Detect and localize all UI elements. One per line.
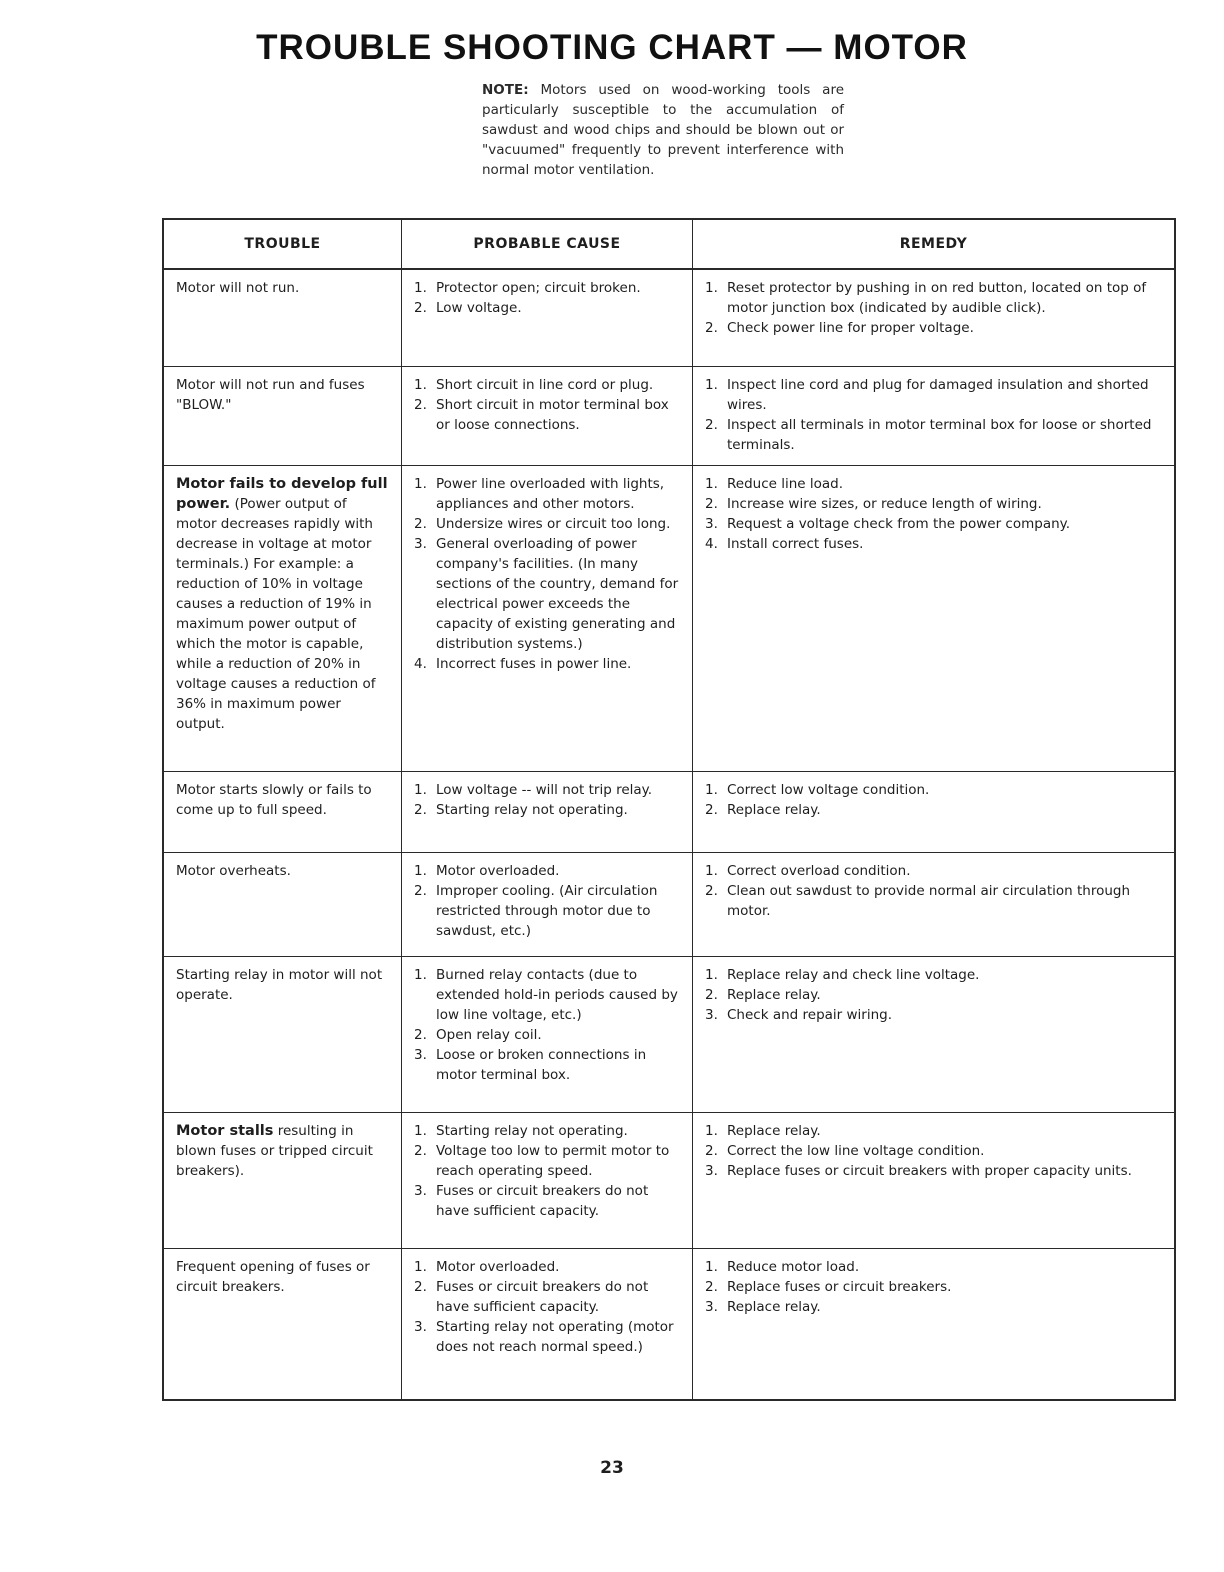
trouble-text: Motor will not run.	[176, 280, 300, 296]
cause-text: Undersize wires or circuit too long.	[436, 516, 671, 532]
table-row	[164, 1249, 1174, 1399]
trouble-text: Motor starts slowly or fails to come up to full speed.	[176, 782, 372, 818]
table-row	[164, 957, 1174, 1113]
trouble-cell	[164, 957, 402, 1112]
remedy-text: Check power line for proper voltage.	[727, 320, 974, 336]
cause-item	[414, 534, 682, 654]
remedy-cell	[693, 853, 1174, 956]
cause-text: Improper cooling. (Air circulation restricted through motor due to sawdust, etc.)	[436, 883, 658, 939]
table-row	[164, 1113, 1174, 1249]
remedy-item	[705, 1141, 1164, 1161]
remedy-list	[705, 375, 1164, 455]
cause-number: 1.	[414, 1123, 427, 1139]
remedy-text: Replace fuses or circuit breakers with proper capacity units.	[727, 1163, 1132, 1179]
remedy-text: Replace relay.	[727, 987, 821, 1003]
trouble-cell	[164, 853, 402, 956]
cause-text: Low voltage -- will not trip relay.	[436, 782, 653, 798]
remedy-text: Inspect all terminals in motor terminal box for loose or shorted terminals.	[727, 417, 1152, 453]
remedy-item	[705, 881, 1164, 921]
cause-item	[414, 1277, 682, 1317]
cause-cell	[402, 466, 693, 771]
remedy-number: 3.	[705, 1299, 718, 1315]
remedy-item	[705, 1005, 1164, 1025]
remedy-item	[705, 1257, 1164, 1277]
trouble-shooting-table	[162, 218, 1176, 1401]
remedy-number: 3.	[705, 516, 718, 532]
cause-item	[414, 1121, 682, 1141]
remedy-number: 3.	[705, 1007, 718, 1023]
cause-item	[414, 881, 682, 941]
cause-cell	[402, 853, 693, 956]
trouble-text: resulting in blown fuses or tripped circuit breakers).	[176, 1123, 373, 1179]
cause-cell	[402, 1249, 693, 1399]
cause-number: 4.	[414, 656, 427, 672]
cause-item	[414, 861, 682, 881]
page-title: TROUBLE SHOOTING CHART — MOTOR	[256, 28, 968, 67]
cause-item	[414, 298, 682, 318]
cause-text: Fuses or circuit breakers do not have sufficient capacity.	[436, 1183, 649, 1219]
remedy-list	[705, 1121, 1164, 1181]
cause-item	[414, 1025, 682, 1045]
cause-number: 3.	[414, 536, 427, 552]
trouble-text: (Power output of motor decreases rapidly with decrease in voltage at motor terminals.) For example: a reduction of 10% in voltage causes a reduction of 19% in maximum power output of which the motor is capable, while a reduction of 20% in voltage causes a reduction of 36% in maximum power output.	[176, 496, 376, 732]
cause-item	[414, 780, 682, 800]
cause-number: 1.	[414, 967, 427, 983]
cause-list	[414, 1257, 682, 1357]
remedy-number: 2.	[705, 320, 718, 336]
cause-cell	[402, 1113, 693, 1248]
remedy-number: 2.	[705, 1279, 718, 1295]
remedy-number: 2.	[705, 1143, 718, 1159]
trouble-heading: Motor stalls	[176, 1123, 274, 1139]
cause-list	[414, 278, 682, 318]
cause-text: Voltage too low to permit motor to reach operating speed.	[436, 1143, 670, 1179]
cause-number: 1.	[414, 1259, 427, 1275]
remedy-number: 1.	[705, 476, 718, 492]
cause-list	[414, 965, 682, 1085]
cause-item	[414, 1045, 682, 1085]
remedy-item	[705, 474, 1164, 494]
cause-text: Loose or broken connections in motor terminal box.	[436, 1047, 647, 1083]
remedy-item	[705, 415, 1164, 455]
remedy-text: Reduce line load.	[727, 476, 844, 492]
cause-list	[414, 780, 682, 820]
remedy-item	[705, 1297, 1164, 1317]
remedy-number: 1.	[705, 782, 718, 798]
cause-number: 3.	[414, 1047, 427, 1063]
remedy-cell	[693, 957, 1174, 1112]
cause-text: General overloading of power company's facilities. (In many sections of the country, demand for electrical power exceeds the capacity of existing generating and distribution systems.)	[436, 536, 679, 652]
cause-text: Short circuit in line cord or plug.	[436, 377, 654, 393]
remedy-list	[705, 1257, 1164, 1317]
remedy-number: 1.	[705, 280, 718, 296]
note	[482, 80, 844, 180]
note-text: Motors used on wood-working tools are particularly susceptible to the accumulation of sawdust and wood chips and should be blown out or "vacuumed" frequently to prevent interference with normal motor ventilation.	[482, 82, 844, 178]
cause-list	[414, 375, 682, 435]
cause-item	[414, 1141, 682, 1181]
header-trouble: TROUBLE	[164, 220, 402, 268]
cause-cell	[402, 772, 693, 852]
remedy-text: Increase wire sizes, or reduce length of wiring.	[727, 496, 1042, 512]
cause-item	[414, 965, 682, 1025]
remedy-number: 2.	[705, 496, 718, 512]
remedy-text: Correct low voltage condition.	[727, 782, 930, 798]
cause-text: Power line overloaded with lights, appliances and other motors.	[436, 476, 665, 512]
cause-list	[414, 1121, 682, 1221]
remedy-item	[705, 800, 1164, 820]
cause-cell	[402, 270, 693, 366]
cause-text: Open relay coil.	[436, 1027, 542, 1043]
remedy-cell	[693, 772, 1174, 852]
remedy-list	[705, 474, 1164, 554]
cause-item	[414, 1257, 682, 1277]
remedy-cell	[693, 270, 1174, 366]
cause-item	[414, 1181, 682, 1221]
header-probable-cause: PROBABLE CAUSE	[402, 220, 693, 268]
remedy-text: Replace relay.	[727, 1299, 821, 1315]
remedy-text: Clean out sawdust to provide normal air circulation through motor.	[727, 883, 1131, 919]
table-row	[164, 466, 1174, 772]
trouble-cell	[164, 772, 402, 852]
cause-cell	[402, 957, 693, 1112]
cause-item	[414, 1317, 682, 1357]
remedy-item	[705, 1161, 1164, 1181]
cause-item	[414, 514, 682, 534]
note-label: NOTE:	[482, 82, 529, 98]
cause-number: 2.	[414, 1279, 427, 1295]
cause-text: Motor overloaded.	[436, 863, 560, 879]
cause-list	[414, 474, 682, 674]
remedy-list	[705, 965, 1164, 1025]
cause-item	[414, 474, 682, 514]
trouble-cell	[164, 1249, 402, 1399]
table-row	[164, 367, 1174, 466]
remedy-item	[705, 861, 1164, 881]
remedy-text: Replace relay and check line voltage.	[727, 967, 980, 983]
trouble-cell	[164, 270, 402, 366]
cause-number: 3.	[414, 1319, 427, 1335]
remedy-text: Inspect line cord and plug for damaged insulation and shorted wires.	[727, 377, 1149, 413]
cause-item	[414, 395, 682, 435]
remedy-text: Correct the low line voltage condition.	[727, 1143, 985, 1159]
remedy-item	[705, 534, 1164, 554]
remedy-number: 2.	[705, 417, 718, 433]
remedy-item	[705, 1277, 1164, 1297]
cause-item	[414, 278, 682, 298]
remedy-item	[705, 278, 1164, 318]
remedy-number: 2.	[705, 802, 718, 818]
table-row	[164, 772, 1174, 853]
remedy-item	[705, 514, 1164, 534]
remedy-number: 2.	[705, 987, 718, 1003]
cause-text: Fuses or circuit breakers do not have sufficient capacity.	[436, 1279, 649, 1315]
table-body	[164, 270, 1174, 1399]
remedy-number: 2.	[705, 883, 718, 899]
remedy-text: Replace relay.	[727, 802, 821, 818]
remedy-item	[705, 1121, 1164, 1141]
table-row	[164, 270, 1174, 367]
cause-number: 2.	[414, 300, 427, 316]
page-number: 23	[600, 1458, 624, 1478]
trouble-text: Motor will not run and fuses "BLOW."	[176, 377, 365, 413]
cause-text: Protector open; circuit broken.	[436, 280, 641, 296]
cause-text: Starting relay not operating (motor does not reach normal speed.)	[436, 1319, 674, 1355]
remedy-number: 1.	[705, 967, 718, 983]
cause-number: 2.	[414, 1143, 427, 1159]
remedy-cell	[693, 466, 1174, 771]
trouble-cell	[164, 367, 402, 465]
header-remedy: REMEDY	[899, 236, 968, 252]
cause-number: 2.	[414, 1027, 427, 1043]
remedy-item	[705, 965, 1164, 985]
cause-number: 1.	[414, 782, 427, 798]
remedy-cell	[693, 1113, 1174, 1248]
cause-text: Low voltage.	[436, 300, 522, 316]
remedy-cell	[693, 367, 1174, 465]
table-row	[164, 853, 1174, 957]
remedy-text: Reduce motor load.	[727, 1259, 860, 1275]
cause-number: 2.	[414, 802, 427, 818]
cause-text: Short circuit in motor terminal box or loose connections.	[436, 397, 669, 433]
cause-text: Starting relay not operating.	[436, 1123, 628, 1139]
trouble-text: Frequent opening of fuses or circuit breakers.	[176, 1259, 370, 1295]
cause-number: 1.	[414, 377, 427, 393]
remedy-text: Replace fuses or circuit breakers.	[727, 1279, 952, 1295]
remedy-item	[705, 318, 1164, 338]
trouble-cell	[164, 1113, 402, 1248]
remedy-text: Check and repair wiring.	[727, 1007, 893, 1023]
remedy-number: 1.	[705, 377, 718, 393]
cause-item	[414, 654, 682, 674]
cause-list	[414, 861, 682, 941]
trouble-cell	[164, 466, 402, 771]
remedy-number: 1.	[705, 863, 718, 879]
remedy-text: Correct overload condition.	[727, 863, 911, 879]
remedy-text: Install correct fuses.	[727, 536, 864, 552]
cause-number: 3.	[414, 1183, 427, 1199]
cause-number: 2.	[414, 516, 427, 532]
remedy-number: 3.	[705, 1163, 718, 1179]
cause-number: 2.	[414, 883, 427, 899]
cause-number: 2.	[414, 397, 427, 413]
remedy-list	[705, 278, 1164, 338]
remedy-list	[705, 861, 1164, 921]
cause-cell	[402, 367, 693, 465]
cause-text: Burned relay contacts (due to extended hold-in periods caused by low line voltage, etc.)	[436, 967, 678, 1023]
remedy-number: 1.	[705, 1123, 718, 1139]
trouble-text: Motor overheats.	[176, 863, 291, 879]
trouble-heading: Motor fails to develop full power.	[176, 476, 388, 512]
remedy-number: 1.	[705, 1259, 718, 1275]
remedy-text: Replace relay.	[727, 1123, 821, 1139]
cause-text: Starting relay not operating.	[436, 802, 628, 818]
cause-text: Incorrect fuses in power line.	[436, 656, 632, 672]
remedy-text: Reset protector by pushing in on red button, located on top of motor junction box (indicated by audible click).	[727, 280, 1147, 316]
remedy-item	[705, 494, 1164, 514]
trouble-text: Starting relay in motor will not operate.	[176, 967, 383, 1003]
remedy-item	[705, 780, 1164, 800]
cause-number: 1.	[414, 476, 427, 492]
remedy-list	[705, 780, 1164, 820]
cause-item	[414, 375, 682, 395]
remedy-number: 4.	[705, 536, 718, 552]
cause-number: 1.	[414, 863, 427, 879]
remedy-item	[705, 375, 1164, 415]
table-header	[164, 220, 1174, 270]
remedy-cell	[693, 1249, 1174, 1399]
cause-number: 1.	[414, 280, 427, 296]
remedy-item	[705, 985, 1164, 1005]
cause-item	[414, 800, 682, 820]
remedy-text: Request a voltage check from the power company.	[727, 516, 1070, 532]
cause-text: Motor overloaded.	[436, 1259, 560, 1275]
